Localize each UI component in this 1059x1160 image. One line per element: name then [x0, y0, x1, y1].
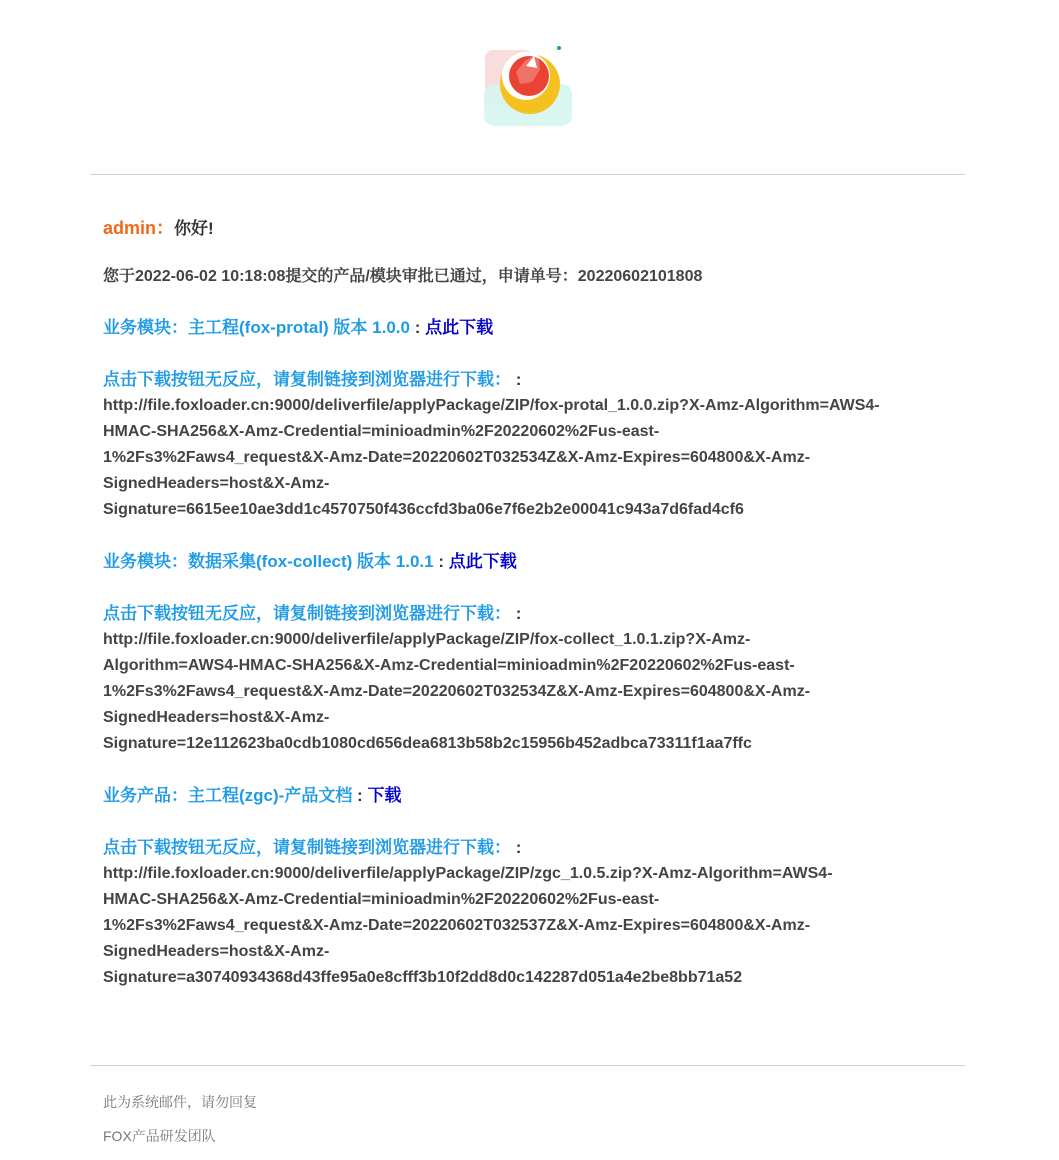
module-title-text: 业务模块：主工程(fox-protal) 版本 1.0.0 [103, 318, 410, 337]
url-line: SignedHeaders=host&X-Amz- [103, 709, 330, 726]
footer-system-note: 此为系统邮件，请勿回复 [103, 1094, 257, 1110]
url-line: Signature=12e112623ba0cdb1080cd656dea6813b58b2c15956b452adbca73311f1aa7ffc [103, 735, 752, 752]
module-separator: : [433, 552, 449, 571]
module-separator: : [409, 318, 426, 337]
module-title [103, 783, 963, 809]
greeting-user: admin： [103, 218, 175, 238]
url-line: 1%2Fs3%2Faws4_request&X-Amz-Date=20220602T032534Z&X-Amz-Expires=604800&X-Amz- [103, 683, 811, 700]
copy-hint-text: 点击下载按钮无反应，请复制链接到浏览器进行下载： [103, 604, 511, 623]
copy-hint [103, 601, 963, 627]
url-line: Algorithm=AWS4-HMAC-SHA256&X-Amz-Credential=minioadmin%2F20220602%2Fus-east- [103, 657, 795, 674]
copy-hint-colon: : [515, 838, 522, 857]
module-separator: : [352, 786, 368, 805]
greeting [103, 214, 963, 243]
copy-hint-text: 点击下载按钮无反应，请复制链接到浏览器进行下载： [103, 370, 511, 389]
download-link[interactable]: 点此下载 [425, 318, 494, 337]
copy-hint-colon: : [515, 370, 522, 389]
copy-hint-text: 点击下载按钮无反应，请复制链接到浏览器进行下载： [103, 838, 511, 857]
copy-hint [103, 835, 963, 861]
download-item [103, 549, 963, 757]
greeting-hello: 你好! [174, 219, 214, 238]
download-url[interactable] [103, 393, 963, 523]
fox-logo [480, 42, 576, 128]
module-title-text: 业务产品：主工程(zgc)-产品文档 [103, 786, 353, 805]
download-item [103, 783, 963, 991]
fox-logo-icon [480, 42, 576, 128]
module-title [103, 549, 963, 575]
url-line: 1%2Fs3%2Faws4_request&X-Amz-Date=20220602T032537Z&X-Amz-Expires=604800&X-Amz- [103, 917, 811, 934]
download-url[interactable] [103, 627, 963, 757]
url-line: http://file.foxloader.cn:9000/deliverfile/applyPackage/ZIP/fox-protal_1.0.0.zip?X-Amz-Algorithm=AWS4- [103, 397, 880, 414]
download-url[interactable] [103, 861, 963, 991]
url-line: HMAC-SHA256&X-Amz-Credential=minioadmin%2F20220602%2Fus-east- [103, 423, 660, 440]
approval-notice: 您于2022-06-02 10:18:08提交的产品/模块审批已通过，申请单号：20220602101808 [103, 268, 703, 285]
url-line: 1%2Fs3%2Faws4_request&X-Amz-Date=20220602T032534Z&X-Amz-Expires=604800&X-Amz- [103, 449, 811, 466]
download-item [103, 315, 963, 523]
download-link[interactable]: 点此下载 [448, 552, 517, 571]
copy-hint [103, 367, 963, 393]
bottom-divider [90, 1065, 965, 1066]
url-line: http://file.foxloader.cn:9000/deliverfile/applyPackage/ZIP/fox-collect_1.0.1.zip?X-Amz- [103, 631, 751, 648]
download-link[interactable]: 下载 [367, 786, 402, 805]
url-line: http://file.foxloader.cn:9000/deliverfile/applyPackage/ZIP/zgc_1.0.5.zip?X-Amz-Algorithm=AWS4- [103, 865, 833, 882]
url-line: SignedHeaders=host&X-Amz- [103, 943, 330, 960]
footer-team: FOX产品研发团队 [103, 1128, 216, 1144]
url-line: Signature=a30740934368d43ffe95a0e8cfff3b10f2dd8d0c142287d051a4e2be8bb71a52 [103, 969, 743, 986]
url-line: Signature=6615ee10ae3dd1c4570750f436ccfd3ba06e7f6e2b2e00041c943a7d6fad4cf6 [103, 501, 744, 518]
top-divider [90, 174, 965, 175]
url-line: SignedHeaders=host&X-Amz- [103, 475, 330, 492]
copy-hint-colon: : [515, 604, 522, 623]
module-title-text: 业务模块：数据采集(fox-collect) 版本 1.0.1 [103, 552, 434, 571]
module-title [103, 315, 963, 341]
email-body [103, 214, 963, 991]
url-line: HMAC-SHA256&X-Amz-Credential=minioadmin%2F20220602%2Fus-east- [103, 891, 660, 908]
